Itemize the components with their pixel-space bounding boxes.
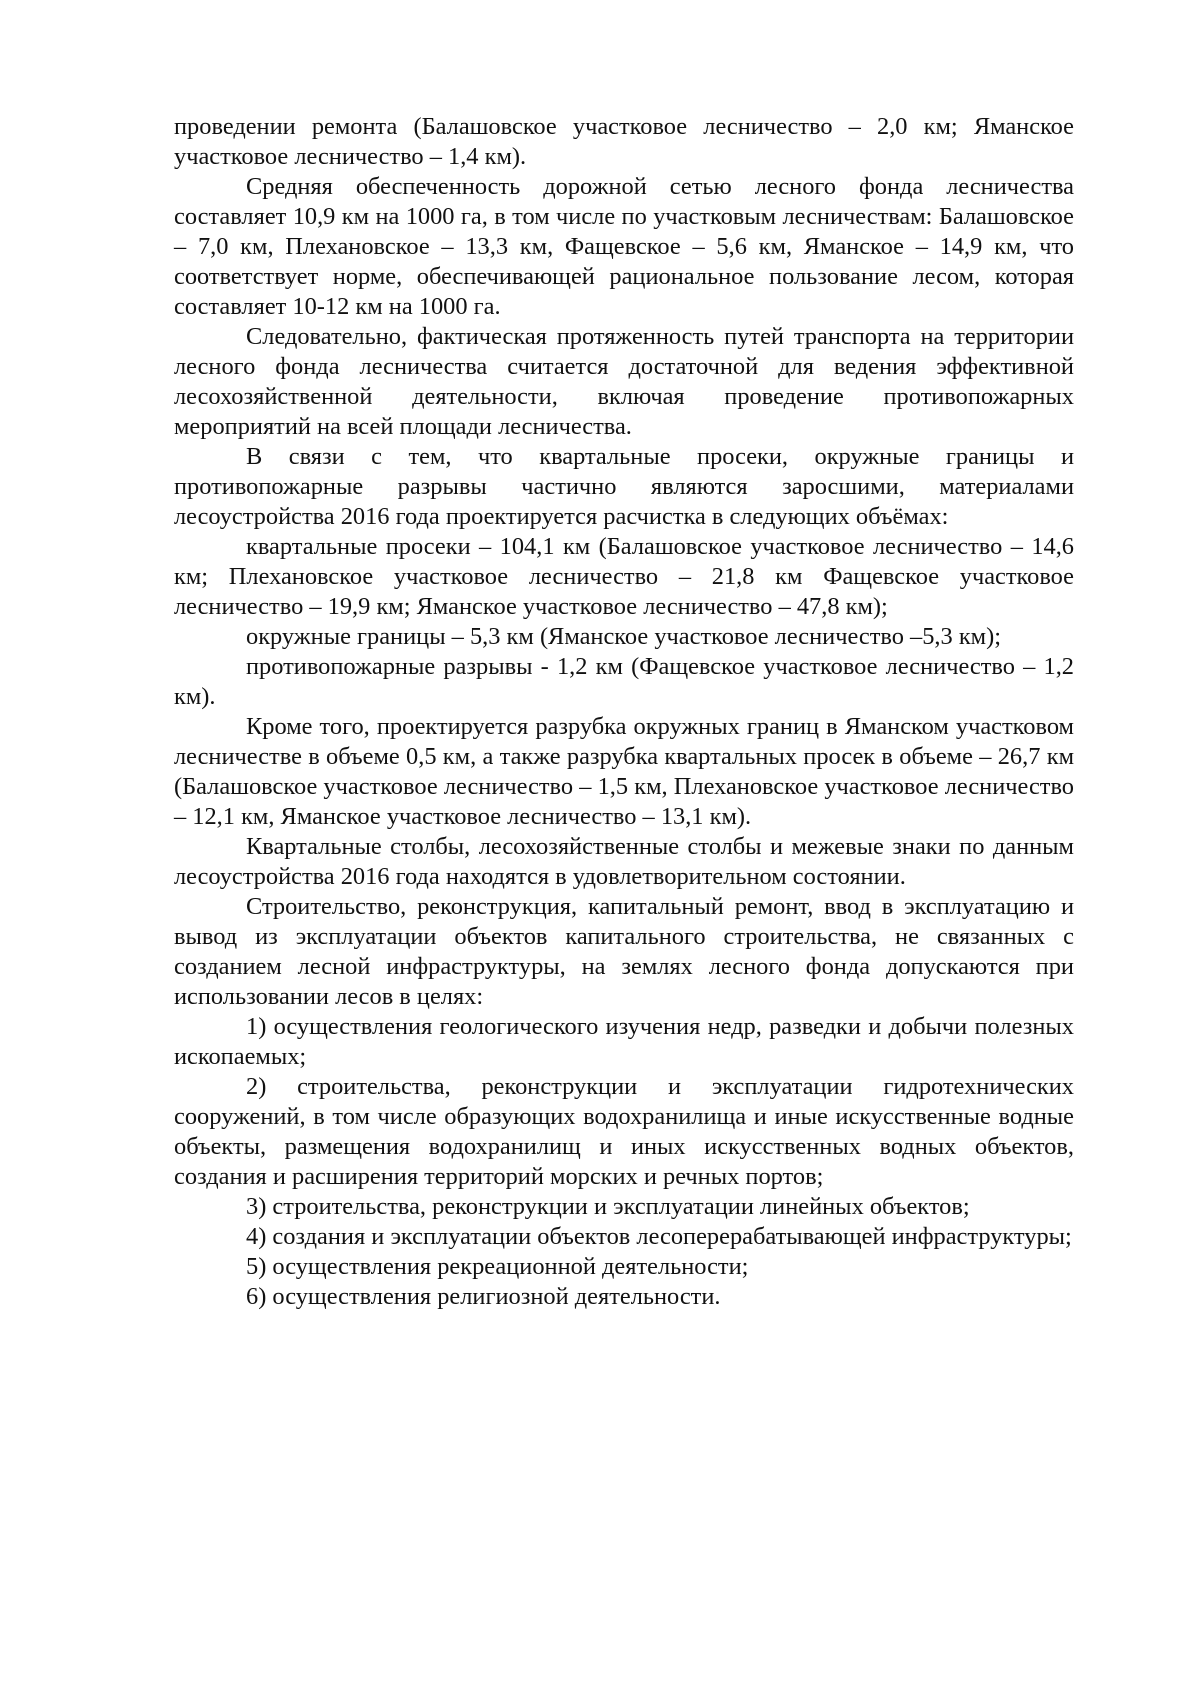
paragraph-boundary-posts: Квартальные столбы, лесохозяйственные столбы и межевые знаки по данным лесоустройства 2016 года находятся в удовлетворительном состоянии. <box>174 833 1074 890</box>
paragraph-additional-cutting: Кроме того, проектируется разрубка окружных границ в Яманском участковом лесничестве в объеме 0,5 км, а также разрубка квартальных просек в объеме – 26,7 км (Балашовское участковое лесничество – 1,5 км, Плехановское участковое лесничество – 12,1 км, Яманское участковое лесничество – 13,1 км). <box>174 713 1074 830</box>
paragraph-firebreaks: противопожарные разрывы - 1,2 км (Фащевское участковое лесничество – 1,2 км). <box>174 653 1074 710</box>
paragraph-clearing-intro: В связи с тем, что квартальные просеки, окружные границы и противопожарные разрывы частично являются заросшими, материалами лесоустройства 2016 года проектируется расчистка в следующих объёмах: <box>174 443 1074 530</box>
list-item-6: 6) осуществления религиозной деятельности. <box>246 1283 721 1310</box>
list-item-3: 3) строительства, реконструкции и эксплуатации линейных объектов; <box>246 1193 970 1220</box>
list-item-5: 5) осуществления рекреационной деятельности; <box>246 1253 749 1280</box>
paragraph-transport-sufficiency: Следовательно, фактическая протяженность путей транспорта на территории лесного фонда лесничества считается достаточной для ведения эффективной лесохозяйственной деятельности, включая проведение противопожарных мероприятий на всей площади лесничества. <box>174 323 1074 440</box>
list-item-1: 1) осуществления геологического изучения недр, разведки и добычи полезных ископаемых; <box>174 1013 1074 1070</box>
paragraph-construction-purposes: Строительство, реконструкция, капитальный ремонт, ввод в эксплуатацию и вывод из эксплуатации объектов капитального строительства, не связанных с созданием лесной инфраструктуры, на землях лесного фонда допускаются при использовании лесов в целях: <box>174 893 1074 1010</box>
paragraph-quarter-clearings: квартальные просеки – 104,1 км (Балашовское участковое лесничество – 14,6 км; Плехановское участковое лесничество – 21,8 км Фащевское участковое лесничество – 19,9 км; Яманское участковое лесничество – 47,8 км); <box>174 533 1074 620</box>
paragraph-boundary-lines: окружные границы – 5,3 км (Яманское участковое лесничество –5,3 км); <box>246 623 1002 650</box>
paragraph-repair-continuation: проведении ремонта (Балашовское участковое лесничество – 2,0 км; Яманское участковое лесничество – 1,4 км). <box>174 113 1074 170</box>
document-page <box>174 112 1074 1312</box>
list-item-4: 4) создания и эксплуатации объектов лесоперерабатывающей инфраструктуры; <box>246 1223 1072 1250</box>
paragraph-road-network-density: Средняя обеспеченность дорожной сетью лесного фонда лесничества составляет 10,9 км на 1000 га, в том числе по участковым лесничествам: Балашовское – 7,0 км, Плехановское – 13,3 км, Фащевское – 5,6 км, Яманское – 14,9 км, что соответствует норме, обеспечивающей рациональное пользование лесом, которая составляет 10-12 км на 1000 га. <box>174 173 1074 320</box>
list-item-2: 2) строительства, реконструкции и эксплуатации гидротехнических сооружений, в том числе образующих водохранилища и иные искусственные водные объекты, размещения водохранилищ и иных искусственных водных объектов, создания и расширения территорий морских и речных портов; <box>174 1073 1074 1190</box>
